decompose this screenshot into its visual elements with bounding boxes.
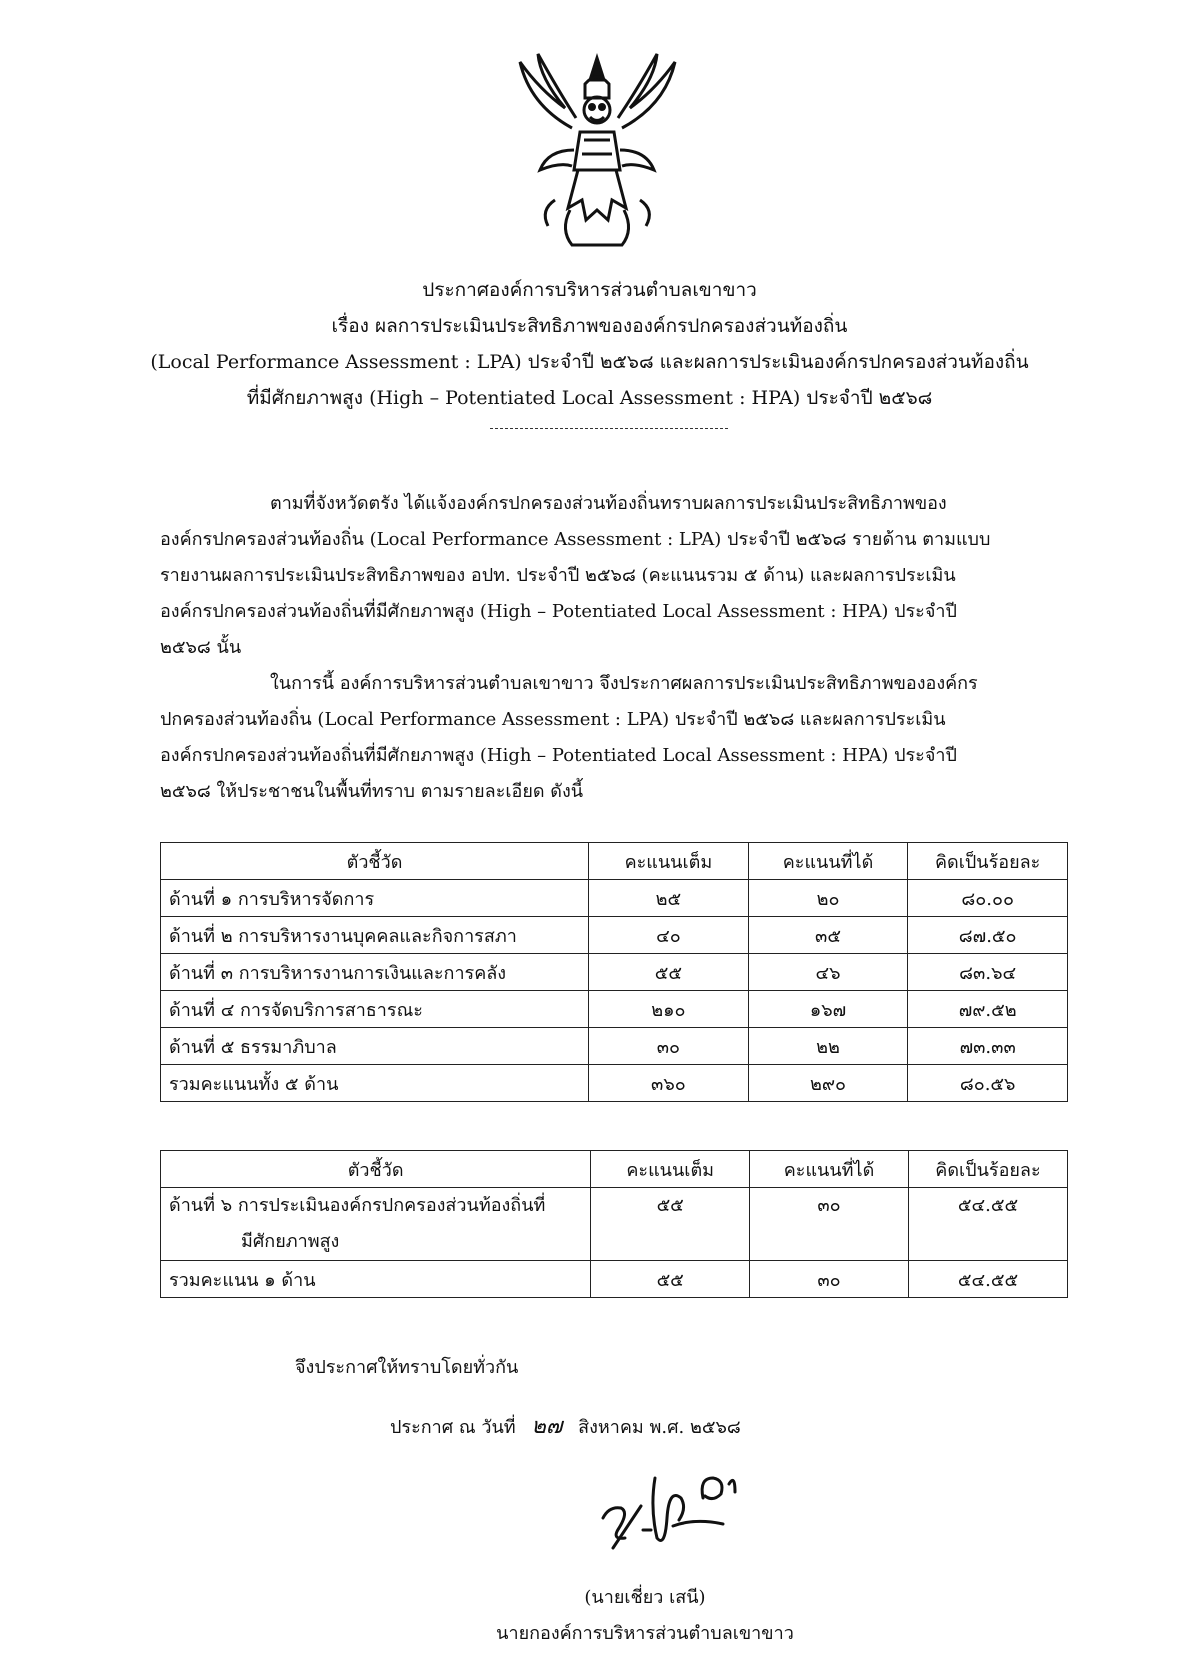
paragraph-line: ตามที่จังหวัดตรัง ได้แจ้งองค์กรปกครองส่วนท้องถิ่นทราบผลการประเมินประสิทธิภาพของ [270,493,947,514]
indicator-label-line2: มีศักยภาพสูง [241,1231,340,1252]
table-header-row [161,1151,1068,1188]
full-score-cell: ๕๕ [589,954,749,991]
handwritten-signature [595,1448,775,1558]
percentage-cell: ๘๐.๕๖ [908,1065,1068,1102]
announcement-subject: เรื่อง ผลการประเมินประสิทธิภาพขององค์กรปกครองส่วนท้องถิ่น [331,315,848,337]
paragraph-line: องค์กรปกครองส่วนท้องถิ่นที่มีศักยภาพสูง (High – Potentiated Local Assessment : HPA) ประจำปี [160,745,957,766]
table-row [161,1028,1068,1065]
indicator-cell: ด้านที่ ๒ การบริหารงานบุคคลและกิจการสภา [161,917,589,954]
score-cell: ๒๒ [748,1028,908,1065]
column-header-full-score: คะแนนเต็ม [591,1151,750,1188]
indicator-cell [161,1188,591,1261]
table-header-row [161,843,1068,880]
full-score-cell: ๓๖๐ [589,1065,749,1102]
announcement-date [390,1408,751,1443]
indicator-cell: ด้านที่ ๓ การบริหารงานการเงินและการคลัง [161,954,589,991]
date-suffix: สิงหาคม พ.ศ. ๒๕๖๘ [578,1417,741,1438]
percentage-cell: ๕๔.๕๕ [908,1188,1067,1261]
percentage-cell: ๗๓.๓๓ [908,1028,1068,1065]
table-row [161,954,1068,991]
full-score-cell: ๒๑๐ [589,991,749,1028]
indicator-label-line1: ด้านที่ ๖ การประเมินองค์กรปกครองส่วนท้องถิ่นที่ [169,1195,546,1216]
date-day-handwritten: ๒๗ [531,1414,563,1439]
heading-divider [490,428,728,429]
indicator-cell: ด้านที่ ๔ การจัดบริการสาธารณะ [161,991,589,1028]
score-cell: ๓๐ [750,1261,909,1298]
table-row [161,1188,1068,1261]
score-cell: ๑๖๗ [748,991,908,1028]
indicator-cell: รวมคะแนนทั้ง ๕ ด้าน [161,1065,589,1102]
percentage-cell: ๘๗.๕๐ [908,917,1068,954]
table-row [161,917,1068,954]
score-cell: ๔๖ [748,954,908,991]
signer-name: (นายเชี่ยว เสนี) [584,1587,706,1608]
score-cell: ๓๕ [748,917,908,954]
date-prefix: ประกาศ ณ วันที่ [390,1417,516,1438]
announcement-title: ประกาศองค์การบริหารส่วนตำบลเขาขาว [422,279,757,301]
table-row [161,880,1068,917]
column-header-indicator: ตัวชี้วัด [161,1151,591,1188]
percentage-cell: ๘๓.๖๔ [908,954,1068,991]
table-total-row [161,1261,1068,1298]
announcement-subject-line3: ที่มีศักยภาพสูง (High – Potentiated Local Assessment : HPA) ประจำปี ๒๕๖๘ [246,387,933,409]
full-score-cell: ๔๐ [589,917,749,954]
paragraph-line: องค์กรปกครองส่วนท้องถิ่นที่มีศักยภาพสูง (High – Potentiated Local Assessment : HPA) ประจำปี [160,601,957,622]
table-row [161,991,1068,1028]
column-header-percentage: คิดเป็นร้อยละ [908,1151,1067,1188]
indicator-cell: ด้านที่ ๑ การบริหารจัดการ [161,880,589,917]
score-cell: ๒๙๐ [748,1065,908,1102]
garuda-emblem-icon [510,50,685,255]
paragraph-line: รายงานผลการประเมินประสิทธิภาพของ อปท. ประจำปี ๒๕๖๘ (คะแนนรวม ๕ ด้าน) และผลการประเมิน [160,565,956,586]
paragraph-line: ปกครองส่วนท้องถิ่น (Local Performance Assessment : LPA) ประจำปี ๒๕๖๘ และผลการประเมิน [160,709,946,730]
score-cell: ๓๐ [750,1188,909,1261]
full-score-cell: ๒๕ [589,880,749,917]
paragraph-line: ๒๕๖๘ นั้น [160,637,242,658]
column-header-score-obtained: คะแนนที่ได้ [750,1151,909,1188]
column-header-indicator: ตัวชี้วัด [161,843,589,880]
indicator-cell: ด้านที่ ๕ ธรรมาภิบาล [161,1028,589,1065]
column-header-full-score: คะแนนเต็ม [589,843,749,880]
percentage-cell: ๕๔.๕๕ [908,1261,1067,1298]
indicator-cell: รวมคะแนน ๑ ด้าน [161,1261,591,1298]
paragraph-background [160,486,1060,666]
lpa-score-table [160,842,1068,1102]
announcement-subject-line2: (Local Performance Assessment : LPA) ประจำปี ๒๕๖๘ และผลการประเมินองค์กรปกครองส่วนท้องถิ่น [150,351,1029,373]
closing-statement: จึงประกาศให้ทราบโดยทั่วกัน [295,1357,519,1378]
paragraph-announcement [160,666,1060,810]
score-cell: ๒๐ [748,880,908,917]
column-header-score-obtained: คะแนนที่ได้ [748,843,908,880]
full-score-cell: ๓๐ [589,1028,749,1065]
paragraph-line: องค์กรปกครองส่วนท้องถิ่น (Local Performance Assessment : LPA) ประจำปี ๒๕๖๘ รายด้าน ตามแบบ [160,529,991,550]
column-header-percentage: คิดเป็นร้อยละ [908,843,1068,880]
hpa-score-table [160,1150,1068,1298]
percentage-cell: ๗๙.๕๒ [908,991,1068,1028]
paragraph-line: ในการนี้ องค์การบริหารส่วนตำบลเขาขาว จึงประกาศผลการประเมินประสิทธิภาพขององค์กร [270,673,978,694]
paragraph-line: ๒๕๖๘ ให้ประชาชนในพื้นที่ทราบ ตามรายละเอียด ดังนี้ [160,781,584,802]
table-total-row [161,1065,1068,1102]
signer-position: นายกองค์การบริหารส่วนตำบลเขาขาว [496,1623,794,1644]
percentage-cell: ๘๐.๐๐ [908,880,1068,917]
full-score-cell: ๕๕ [591,1261,750,1298]
full-score-cell: ๕๕ [591,1188,750,1261]
